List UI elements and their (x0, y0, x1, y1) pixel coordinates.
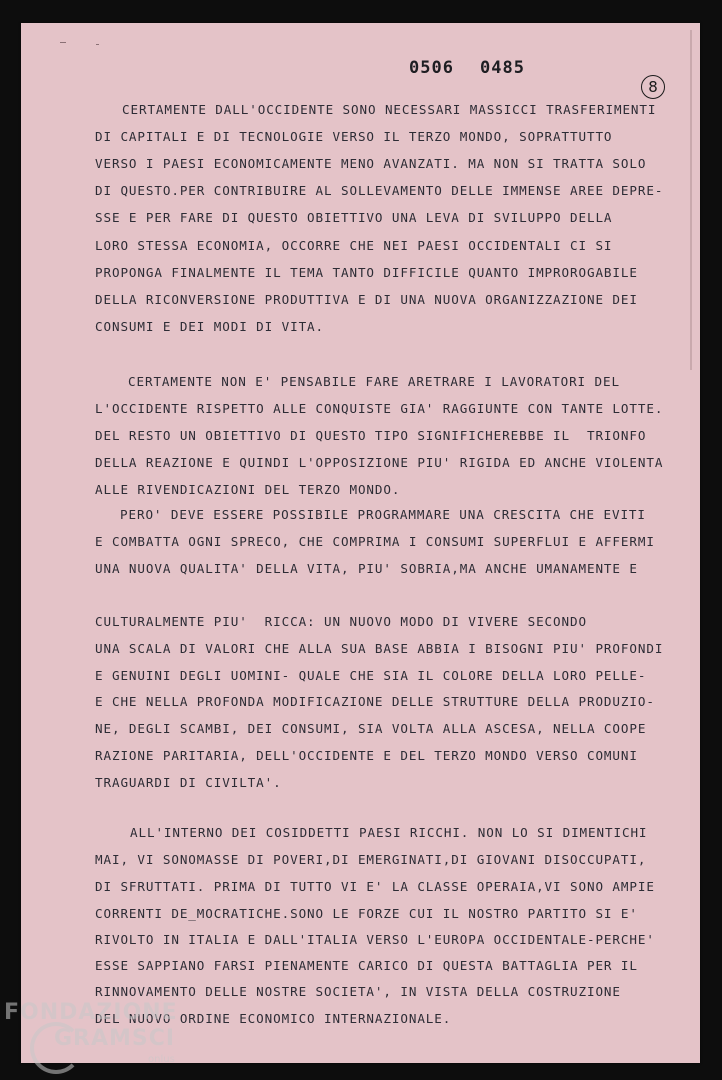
text-line: UNA NUOVA QUALITA' DELLA VITA, PIU' SOBRIA,MA ANCHE UMANAMENTE E (95, 561, 638, 576)
watermark-line2: GRAMSCI (54, 1026, 176, 1051)
text-line: ALLE RIVENDICAZIONI DEL TERZO MONDO. (95, 482, 401, 497)
text-line: DEL NUOVO ORDINE ECONOMICO INTERNAZIONALE. (95, 1011, 452, 1026)
text-line: DI SFRUTTATI. PRIMA DI TUTTO VI E' LA CLASSE OPERAIA,VI SONO AMPIE (95, 879, 655, 894)
text-line: E GENUINI DEGLI UOMINI- QUALE CHE SIA IL COLORE DELLA LORO PELLE- (95, 668, 647, 683)
text-line: DI QUESTO.PER CONTRIBUIRE AL SOLLEVAMENTO DELLE IMMENSE AREE DEPRE- (95, 183, 664, 198)
text-line: CONSUMI E DEI MODI DI VITA. (95, 319, 325, 334)
page-number-circled: 8 (641, 75, 665, 99)
text-line: E COMBATTA OGNI SPRECO, CHE COMPRIMA I CONSUMI SUPERFLUI E AFFERMI (95, 534, 655, 549)
text-line: SSE E PER FARE DI QUESTO OBIETTIVO UNA LEVA DI SVILUPPO DELLA (95, 210, 613, 225)
watermark-line3: onlus (148, 1054, 175, 1065)
text-line: DELLA REAZIONE E QUINDI L'OPPOSIZIONE PIU' RIGIDA ED ANCHE VIOLENTA (95, 455, 664, 470)
text-line: CORRENTI DE_MOCRATICHE.SONO LE FORZE CUI IL NOSTRO PARTITO SI E' (95, 906, 638, 921)
text-line: DI CAPITALI E DI TECNOLOGIE VERSO IL TERZO MONDO, SOPRATTUTTO (95, 129, 613, 144)
text-line: DELLA RICONVERSIONE PRODUTTIVA E DI UNA NUOVA ORGANIZZAZIONE DEI (95, 292, 638, 307)
text-line: TRAGUARDI DI CIVILTA'. (95, 775, 282, 790)
text-line: CULTURALMENTE PIU' RICCA: UN NUOVO MODO DI VIVERE SECONDO (95, 614, 587, 629)
text-line: MAI, VI SONOMASSE DI POVERI,DI EMERGINATI,DI GIOVANI DISOCCUPATI, (95, 852, 647, 867)
text-line: ALL'INTERNO DEI COSIDDETTI PAESI RICCHI. NON LO SI DIMENTICHI (130, 825, 648, 840)
margin-mark (96, 44, 99, 45)
text-line: L'OCCIDENTE RISPETTO ALLE CONQUISTE GIA' RAGGIUNTE CON TANTE LOTTE. (95, 401, 664, 416)
text-line: UNA SCALA DI VALORI CHE ALLA SUA BASE ABBIA I BISOGNI PIU' PROFONDI (95, 641, 664, 656)
text-line: RINNOVAMENTO DELLE NOSTRE SOCIETA', IN VISTA DELLA COSTRUZIONE (95, 984, 621, 999)
text-line: VERSO I PAESI ECONOMICAMENTE MENO AVANZATI. MA NON SI TRATTA SOLO (95, 156, 647, 171)
text-line: ESSE SAPPIANO FARSI PIENAMENTE CARICO DI QUESTA BATTAGLIA PER IL (95, 958, 638, 973)
margin-mark (60, 42, 66, 43)
text-line: DEL RESTO UN OBIETTIVO DI QUESTO TIPO SIGNIFICHEREBBE IL TRIONFO (95, 428, 647, 443)
text-line: CERTAMENTE DALL'OCCIDENTE SONO NECESSARI MASSICCI TRASFERIMENTI (122, 102, 657, 117)
text-line: E CHE NELLA PROFONDA MODIFICAZIONE DELLE STRUTTURE DELLA PRODUZIO- (95, 694, 655, 709)
fondazione-gramsci-watermark (2, 1000, 202, 1080)
text-line: PERO' DEVE ESSERE POSSIBILE PROGRAMMARE UNA CRESCITA CHE EVITI (120, 507, 646, 522)
text-line: RAZIONE PARITARIA, DELL'OCCIDENTE E DEL TERZO MONDO VERSO COMUNI (95, 748, 638, 763)
watermark-line1: FONDAZIONE (4, 1000, 178, 1025)
text-line: RIVOLTO IN ITALIA E DALL'ITALIA VERSO L'EUROPA OCCIDENTALE-PERCHE' (95, 932, 655, 947)
archive-ref-b: 0485 (480, 58, 525, 78)
text-line: PROPONGA FINALMENTE IL TEMA TANTO DIFFICILE QUANTO IMPROROGABILE (95, 265, 638, 280)
page-edge-shadow (690, 30, 692, 370)
archive-ref-a: 0506 (409, 58, 454, 78)
text-line: CERTAMENTE NON E' PENSABILE FARE ARETRARE I LAVORATORI DEL (128, 374, 620, 389)
text-line: NE, DEGLI SCAMBI, DEI CONSUMI, SIA VOLTA ALLA ASCESA, NELLA COOPE (95, 721, 647, 736)
text-line: LORO STESSA ECONOMIA, OCCORRE CHE NEI PAESI OCCIDENTALI CI SI (95, 238, 613, 253)
